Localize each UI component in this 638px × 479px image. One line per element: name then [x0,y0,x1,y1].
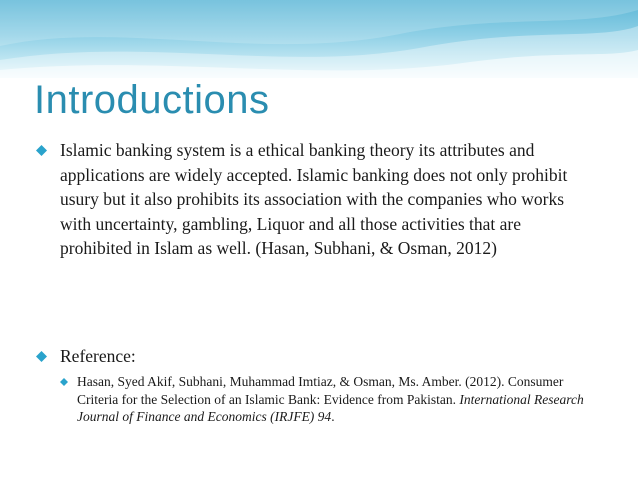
content-area [36,138,596,426]
bullet-item [36,138,596,261]
slide-title: Introductions [34,78,270,122]
citation-end: . [331,409,335,424]
reference-citation [60,373,587,426]
citation-text: Hasan, Syed Akif, Subhani, Muhammad Imtiaz, & Osman, Ms. Amber. (2012). Consumer Criteria for the Selection of an Islamic Bank: Evidence from Pakistan. [77,374,564,407]
bullet-text: Reference: [60,345,136,366]
diamond-bullet-icon [36,351,47,362]
bullet-text: Islamic banking system is a ethical banking theory its attributes and applications are widely accepted. Islamic banking does not only prohibit usury but it also prohibits its association with the companies who works with uncertainty, gambling, Liquor and all those activities that are prohibited in Islam as well. (Hasan, Subhani, & Osman, 2012) [60,140,568,258]
diamond-bullet-icon [36,145,47,156]
citation-journal: International Research Journal of Finance and Economics (IRJFE) 94 [77,391,584,424]
header-decoration [0,0,638,78]
wave-decoration [0,0,638,78]
bullet-item-reference [36,344,596,369]
diamond-bullet-icon [60,378,68,386]
